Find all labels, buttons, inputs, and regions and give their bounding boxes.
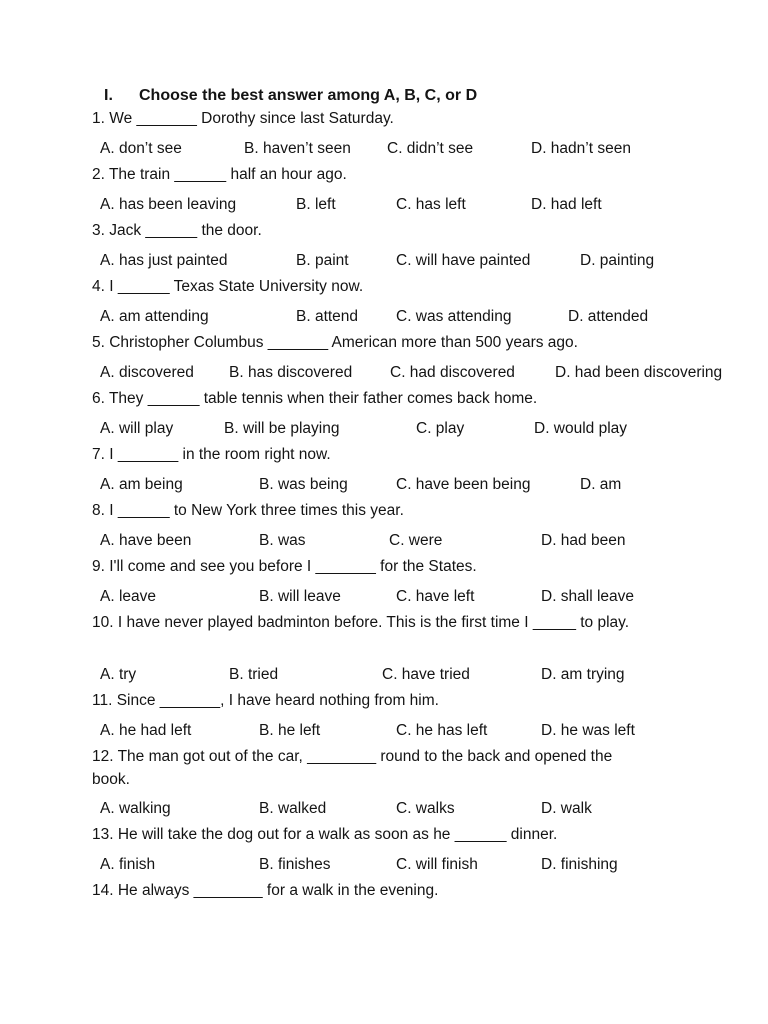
question-10-options: [0, 664, 768, 686]
question-9-text: 9. I'll come and see you before I _______ for the States.: [92, 558, 477, 575]
option-a: A. finish: [100, 856, 156, 873]
option-a: A. have been: [100, 532, 192, 549]
option-c: C. walks: [396, 800, 455, 817]
option-c: C. have tried: [382, 666, 470, 683]
question-11-text: 11. Since _______, I have heard nothing from him.: [92, 692, 439, 709]
option-b: B. was being: [259, 476, 348, 493]
section-title: Choose the best answer among A, B, C, or D: [139, 87, 478, 104]
section-number: I.: [104, 87, 113, 104]
option-b: B. haven’t seen: [244, 140, 351, 157]
option-c: C. was attending: [396, 308, 512, 325]
option-b: B. paint: [296, 252, 349, 269]
question-3-options: [0, 250, 768, 272]
option-c: C. he has left: [396, 722, 488, 739]
option-b: B. he left: [259, 722, 321, 739]
option-d: D. finishing: [541, 856, 618, 873]
option-a: A. he had left: [100, 722, 192, 739]
question-4-text: 4. I ______ Texas State University now.: [92, 278, 364, 295]
option-d: D. had been discovering: [555, 364, 723, 381]
question-2-options: [0, 194, 768, 216]
option-b: B. attend: [296, 308, 359, 325]
question-7-text: 7. I _______ in the room right now.: [92, 446, 331, 463]
option-a: A. leave: [100, 588, 157, 605]
option-d: D. would play: [534, 420, 628, 437]
option-c: C. were: [389, 532, 443, 549]
option-c: C. will have painted: [396, 252, 531, 269]
option-d: D. he was left: [541, 722, 635, 739]
question-6-text: 6. They ______ table tennis when their father comes back home.: [92, 390, 538, 407]
option-a: A. am being: [100, 476, 183, 493]
question-10-text: 10. I have never played badminton before. This is the first time I _____ to play.: [92, 614, 630, 631]
option-a: A. walking: [100, 800, 171, 817]
option-a: A. try: [100, 666, 137, 683]
question-5-text: 5. Christopher Columbus _______ American more than 500 years ago.: [92, 334, 578, 351]
option-a: A. has been leaving: [100, 196, 237, 213]
option-d: D. painting: [580, 252, 655, 269]
option-c: C. had discovered: [390, 364, 515, 381]
option-b: B. will leave: [259, 588, 341, 605]
question-13-options: [0, 854, 768, 876]
question-1-options: [0, 138, 768, 160]
question-1-text: 1. We _______ Dorothy since last Saturday.: [92, 110, 394, 127]
question-12-text: 12. The man got out of the car, ________ round to the back and opened the book.: [92, 748, 613, 788]
option-d: D. shall leave: [541, 588, 635, 605]
question-9-options: [0, 586, 768, 608]
option-d: D. had been: [541, 532, 626, 549]
question-6-options: [0, 418, 768, 440]
option-c: C. will finish: [396, 856, 478, 873]
question-13-text: 13. He will take the dog out for a walk as soon as he ______ dinner.: [92, 826, 558, 843]
question-11-options: [0, 720, 768, 742]
option-d: D. hadn’t seen: [531, 140, 631, 157]
question-5-options: [0, 362, 768, 384]
option-c: C. has left: [396, 196, 466, 213]
option-b: B. finishes: [259, 856, 331, 873]
option-c: C. have left: [396, 588, 475, 605]
option-c: C. play: [416, 420, 465, 437]
question-2-text: 2. The train ______ half an hour ago.: [92, 166, 347, 183]
option-a: A. don’t see: [100, 140, 182, 157]
option-a: A. will play: [100, 420, 174, 437]
option-c: C. didn’t see: [387, 140, 474, 157]
option-a: A. discovered: [100, 364, 194, 381]
option-b: B. walked: [259, 800, 327, 817]
question-8-options: [0, 530, 768, 552]
option-d: D. attended: [568, 308, 649, 325]
question-12-options: [0, 798, 768, 820]
question-7-options: [0, 474, 768, 496]
option-d: D. am trying: [541, 666, 625, 683]
option-c: C. have been being: [396, 476, 531, 493]
option-b: B. was: [259, 532, 306, 549]
option-a: A. am attending: [100, 308, 209, 325]
option-a: A. has just painted: [100, 252, 228, 269]
question-14-text: 14. He always ________ for a walk in the evening.: [92, 882, 439, 899]
option-b: B. has discovered: [229, 364, 353, 381]
section-heading: [104, 87, 477, 105]
question-4-options: [0, 306, 768, 328]
question-8-text: 8. I ______ to New York three times this year.: [92, 502, 404, 519]
option-b: B. will be playing: [224, 420, 340, 437]
option-d: D. had left: [531, 196, 602, 213]
question-3-text: 3. Jack ______ the door.: [92, 222, 262, 239]
option-b: B. tried: [229, 666, 279, 683]
option-b: B. left: [296, 196, 336, 213]
option-d: D. walk: [541, 800, 592, 817]
option-d: D. am: [580, 476, 622, 493]
